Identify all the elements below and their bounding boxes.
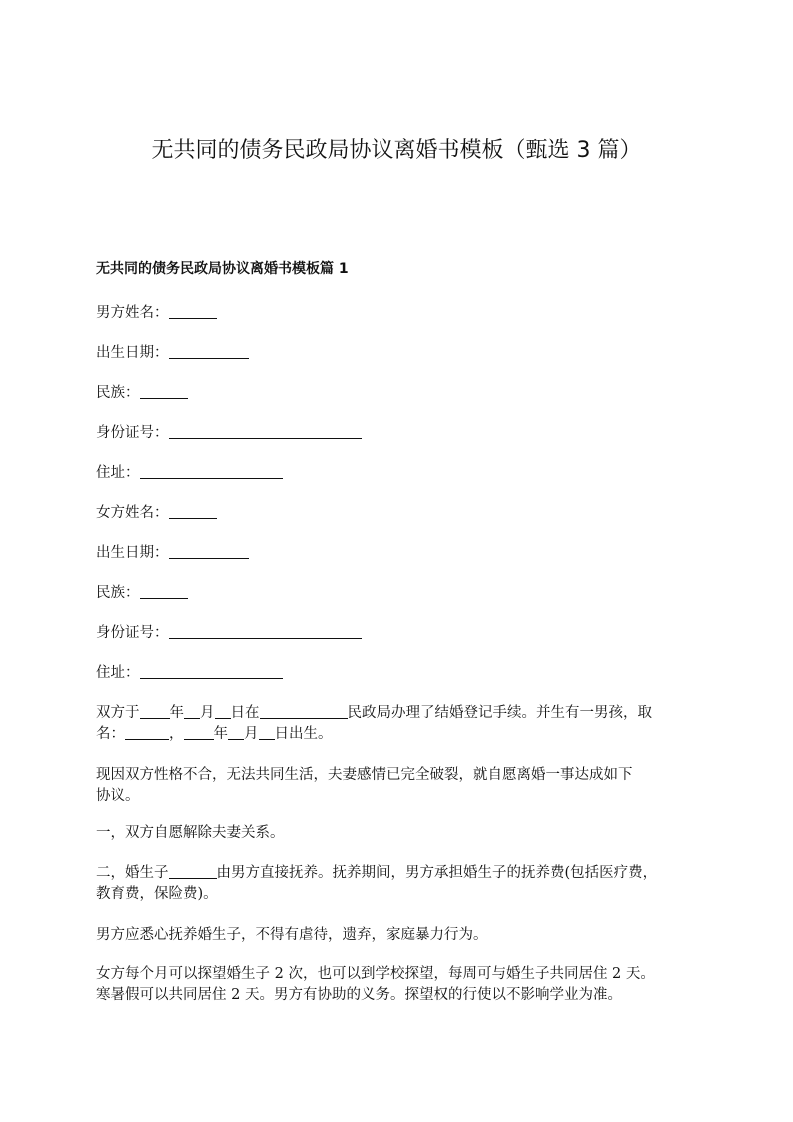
registry-office-blank[interactable] bbox=[260, 703, 348, 719]
female-ethnicity-label: 民族： bbox=[96, 585, 140, 601]
visitation-paragraph bbox=[96, 964, 706, 1006]
clause-2 bbox=[96, 863, 706, 905]
clause-2-text: 二，婚生子 bbox=[96, 865, 169, 881]
female-ethnicity-row bbox=[96, 583, 706, 604]
section-heading: 无共同的债务民政局协议离婚书模板篇 1 bbox=[96, 261, 349, 277]
female-name-blank[interactable] bbox=[169, 503, 217, 519]
visitation-line-2: 寒暑假可以共同居住 2 天。男方有协助的义务。探望权的行使以不影响学业为准。 bbox=[96, 987, 622, 1003]
marriage-text: 年 bbox=[213, 726, 228, 742]
marriage-text: 年 bbox=[169, 705, 184, 721]
reason-line-2: 协议。 bbox=[96, 788, 140, 804]
child-birth-year-blank[interactable] bbox=[184, 724, 214, 740]
marriage-text: 日在 bbox=[230, 705, 260, 721]
female-address-row bbox=[96, 663, 706, 684]
marriage-line-1 bbox=[96, 703, 706, 724]
female-birth-blank[interactable] bbox=[169, 543, 249, 559]
female-id-label: 身份证号： bbox=[96, 625, 169, 641]
female-birth-row bbox=[96, 543, 706, 564]
male-name-row bbox=[96, 303, 706, 324]
female-address-blank[interactable] bbox=[140, 663, 283, 679]
clause-2-text: 由男方直接抚养。抚养期间，男方承担婚生子的抚养费(包括医疗费， bbox=[216, 865, 658, 881]
reason-paragraph bbox=[96, 765, 706, 807]
marriage-text: 月 bbox=[244, 726, 259, 742]
male-birth-row bbox=[96, 343, 706, 364]
male-id-blank[interactable] bbox=[169, 423, 362, 439]
female-birth-label: 出生日期： bbox=[96, 545, 169, 561]
female-id-blank[interactable] bbox=[169, 623, 362, 639]
marriage-text: 月 bbox=[200, 705, 215, 721]
male-ethnicity-label: 民族： bbox=[96, 385, 140, 401]
document-title: 无共同的债务民政局协议离婚书模板（甄选 3 篇） bbox=[151, 138, 642, 163]
male-ethnicity-blank[interactable] bbox=[140, 383, 188, 399]
marriage-paragraph bbox=[96, 703, 706, 745]
clause-3: 男方应悉心抚养婚生子，不得有虐待，遗弃，家庭暴力行为。 bbox=[96, 927, 488, 943]
male-id-row bbox=[96, 423, 706, 444]
male-birth-blank[interactable] bbox=[169, 343, 249, 359]
female-name-row bbox=[96, 503, 706, 524]
male-address-blank[interactable] bbox=[140, 463, 283, 479]
visitation-line-1: 女方每个月可以探望婚生子 2 次，也可以到学校探望，每周可与婚生子共同居住 2 天。 bbox=[96, 966, 655, 982]
marriage-day-blank[interactable] bbox=[215, 703, 231, 719]
marriage-text: 日出生。 bbox=[274, 726, 333, 742]
female-ethnicity-blank[interactable] bbox=[140, 583, 188, 599]
child-birth-day-blank[interactable] bbox=[259, 724, 275, 740]
marriage-year-blank[interactable] bbox=[140, 703, 170, 719]
female-id-row bbox=[96, 623, 706, 644]
child-name-blank[interactable] bbox=[125, 724, 169, 740]
male-address-row bbox=[96, 463, 706, 484]
male-address-label: 住址： bbox=[96, 465, 140, 481]
marriage-line-2 bbox=[96, 724, 706, 745]
male-ethnicity-row bbox=[96, 383, 706, 404]
clause-2-line-1 bbox=[96, 863, 706, 884]
female-name-label: 女方姓名： bbox=[96, 505, 169, 521]
marriage-text: 双方于 bbox=[96, 705, 140, 721]
child-blank[interactable] bbox=[169, 863, 217, 879]
marriage-text: 名： bbox=[96, 726, 125, 742]
female-address-label: 住址： bbox=[96, 665, 140, 681]
reason-line-1: 现因双方性格不合，无法共同生活，夫妻感情已完全破裂，就自愿离婚一事达成如下 bbox=[96, 767, 633, 783]
marriage-month-blank[interactable] bbox=[184, 703, 200, 719]
clause-2-line-2: 教育费，保险费)。 bbox=[96, 886, 218, 902]
male-id-label: 身份证号： bbox=[96, 425, 169, 441]
male-birth-label: 出生日期： bbox=[96, 345, 169, 361]
child-birth-month-blank[interactable] bbox=[228, 724, 244, 740]
male-name-label: 男方姓名： bbox=[96, 305, 169, 321]
clause-1: 一，双方自愿解除夫妻关系。 bbox=[96, 825, 285, 841]
male-name-blank[interactable] bbox=[169, 303, 217, 319]
marriage-text: ， bbox=[169, 726, 184, 742]
marriage-text: 民政局办理了结婚登记手续。并生有一男孩，取 bbox=[347, 705, 652, 721]
